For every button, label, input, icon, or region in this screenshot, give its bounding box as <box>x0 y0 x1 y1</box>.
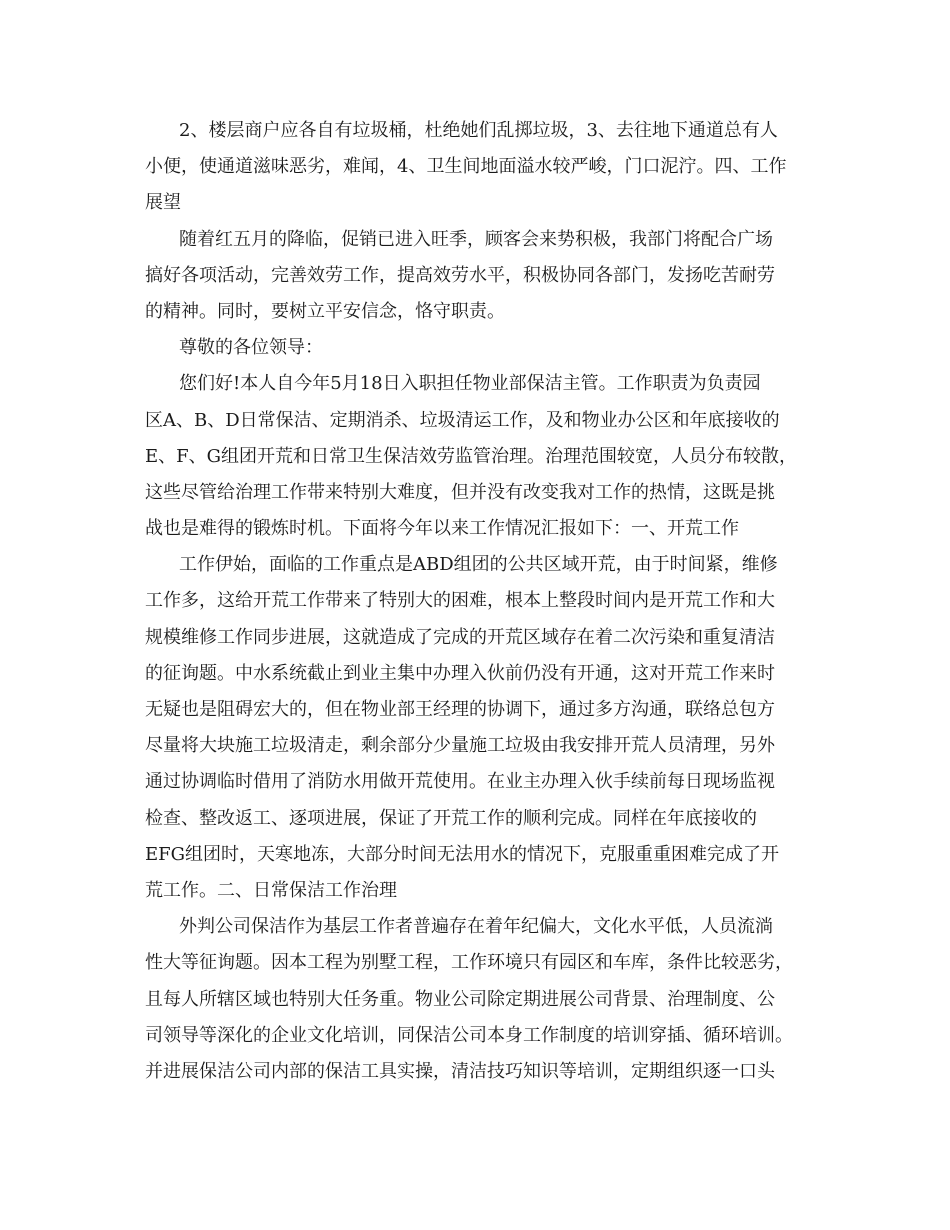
text-line: 工作伊始，面临的工作重点是ABD组团的公共区域开荒，由于时间紧，维修 <box>179 554 778 576</box>
paragraph <box>145 113 811 222</box>
text-line: 规模维修工作同步进展，这就造成了完成的开荒区域存在着二次污染和重复清洁 <box>145 626 775 648</box>
document-body <box>145 113 811 1090</box>
text-line: 的精神。同时，要树立平安信念，恪守职责。 <box>145 300 505 322</box>
text-line: 工作多，这给开荒工作带来了特别大的困难，根本上整段时间内是开荒工作和大 <box>145 590 775 612</box>
text-line: 随着红五月的降临，促销已进入旺季，顾客会来势积极，我部门将配合广场 <box>179 228 773 250</box>
paragraph <box>145 547 811 909</box>
text-line: 小便，使通道滋味恶劣，难闻，4、卫生间地面溢水较严峻，门口泥泞。四、工作 <box>145 156 787 178</box>
text-line: 且每人所辖区域也特别大任务重。物业公司除定期进展公司背景、治理制度、公 <box>145 988 775 1010</box>
text-line: 区A、B、D日常保洁、定期消杀、垃圾清运工作，及和物业办公区和年底接收的 <box>145 409 780 431</box>
text-line: 的征询题。中水系统截止到业主集中办理入伙前仍没有开通，这对开荒工作来时 <box>145 662 775 684</box>
text-line: 荒工作。二、日常保洁工作治理 <box>145 879 397 901</box>
text-line: 通过协调临时借用了消防水用做开荒使用。在业主办理入伙手续前每日现场监视 <box>145 771 775 793</box>
text-line: E、F、G组团开荒和日常卫生保洁效劳监管治理。治理范围较宽，人员分布较散， <box>145 445 798 467</box>
paragraph <box>145 222 811 331</box>
text-line: 2、楼层商户应各自有垃圾桶，杜绝她们乱掷垃圾，3、去往地下通道总有人 <box>179 120 778 141</box>
text-line: 外判公司保洁作为基层工作者普遍存在着年纪偏大，文化水平低，人员流淌 <box>179 916 773 938</box>
text-line: 检查、整改返工、逐项进展，保证了开荒工作的顺利完成。同样在年底接收的 <box>145 807 757 829</box>
text-line: 您们好!本人自今年5月18日入职担任物业部保洁主管。工作职责为负责园 <box>179 373 761 395</box>
text-line: 展望 <box>145 192 181 214</box>
text-line: 搞好各项活动，完善效劳工作，提高效劳水平，积极协同各部门，发扬吃苦耐劳 <box>145 264 775 286</box>
paragraph <box>145 909 811 1090</box>
text-line: 性大等征询题。因本工程为别墅工程，工作环境只有园区和车库，条件比较恶劣， <box>145 952 793 974</box>
text-line: 战也是难得的锻炼时机。下面将今年以来工作情况汇报如下：一、开荒工作 <box>145 518 739 540</box>
text-line: 尊敬的各位领导： <box>179 337 323 359</box>
text-line: 这些尽管给治理工作带来特别大难度，但并没有改变我对工作的热情，这既是挑 <box>145 481 775 503</box>
text-line: 尽量将大块施工垃圾清走，剩余部分少量施工垃圾由我安排开荒人员清理，另外 <box>145 735 775 757</box>
text-line: 无疑也是阻碍宏大的，但在物业部王经理的协调下，通过多方沟通，联络总包方 <box>145 699 775 720</box>
paragraph <box>145 366 811 547</box>
text-line: 并进展保洁公司内部的保洁工具实操，清洁技巧知识等培训，定期组织逐一口头 <box>145 1060 775 1082</box>
text-line: EFG组团时，天寒地冻，大部分时间无法用水的情况下，克服重重困难完成了开 <box>145 843 780 865</box>
text-line: 司领导等深化的企业文化培训，同保洁公司本身工作制度的培训穿插、循环培训。 <box>145 1024 793 1046</box>
paragraph <box>145 330 811 366</box>
